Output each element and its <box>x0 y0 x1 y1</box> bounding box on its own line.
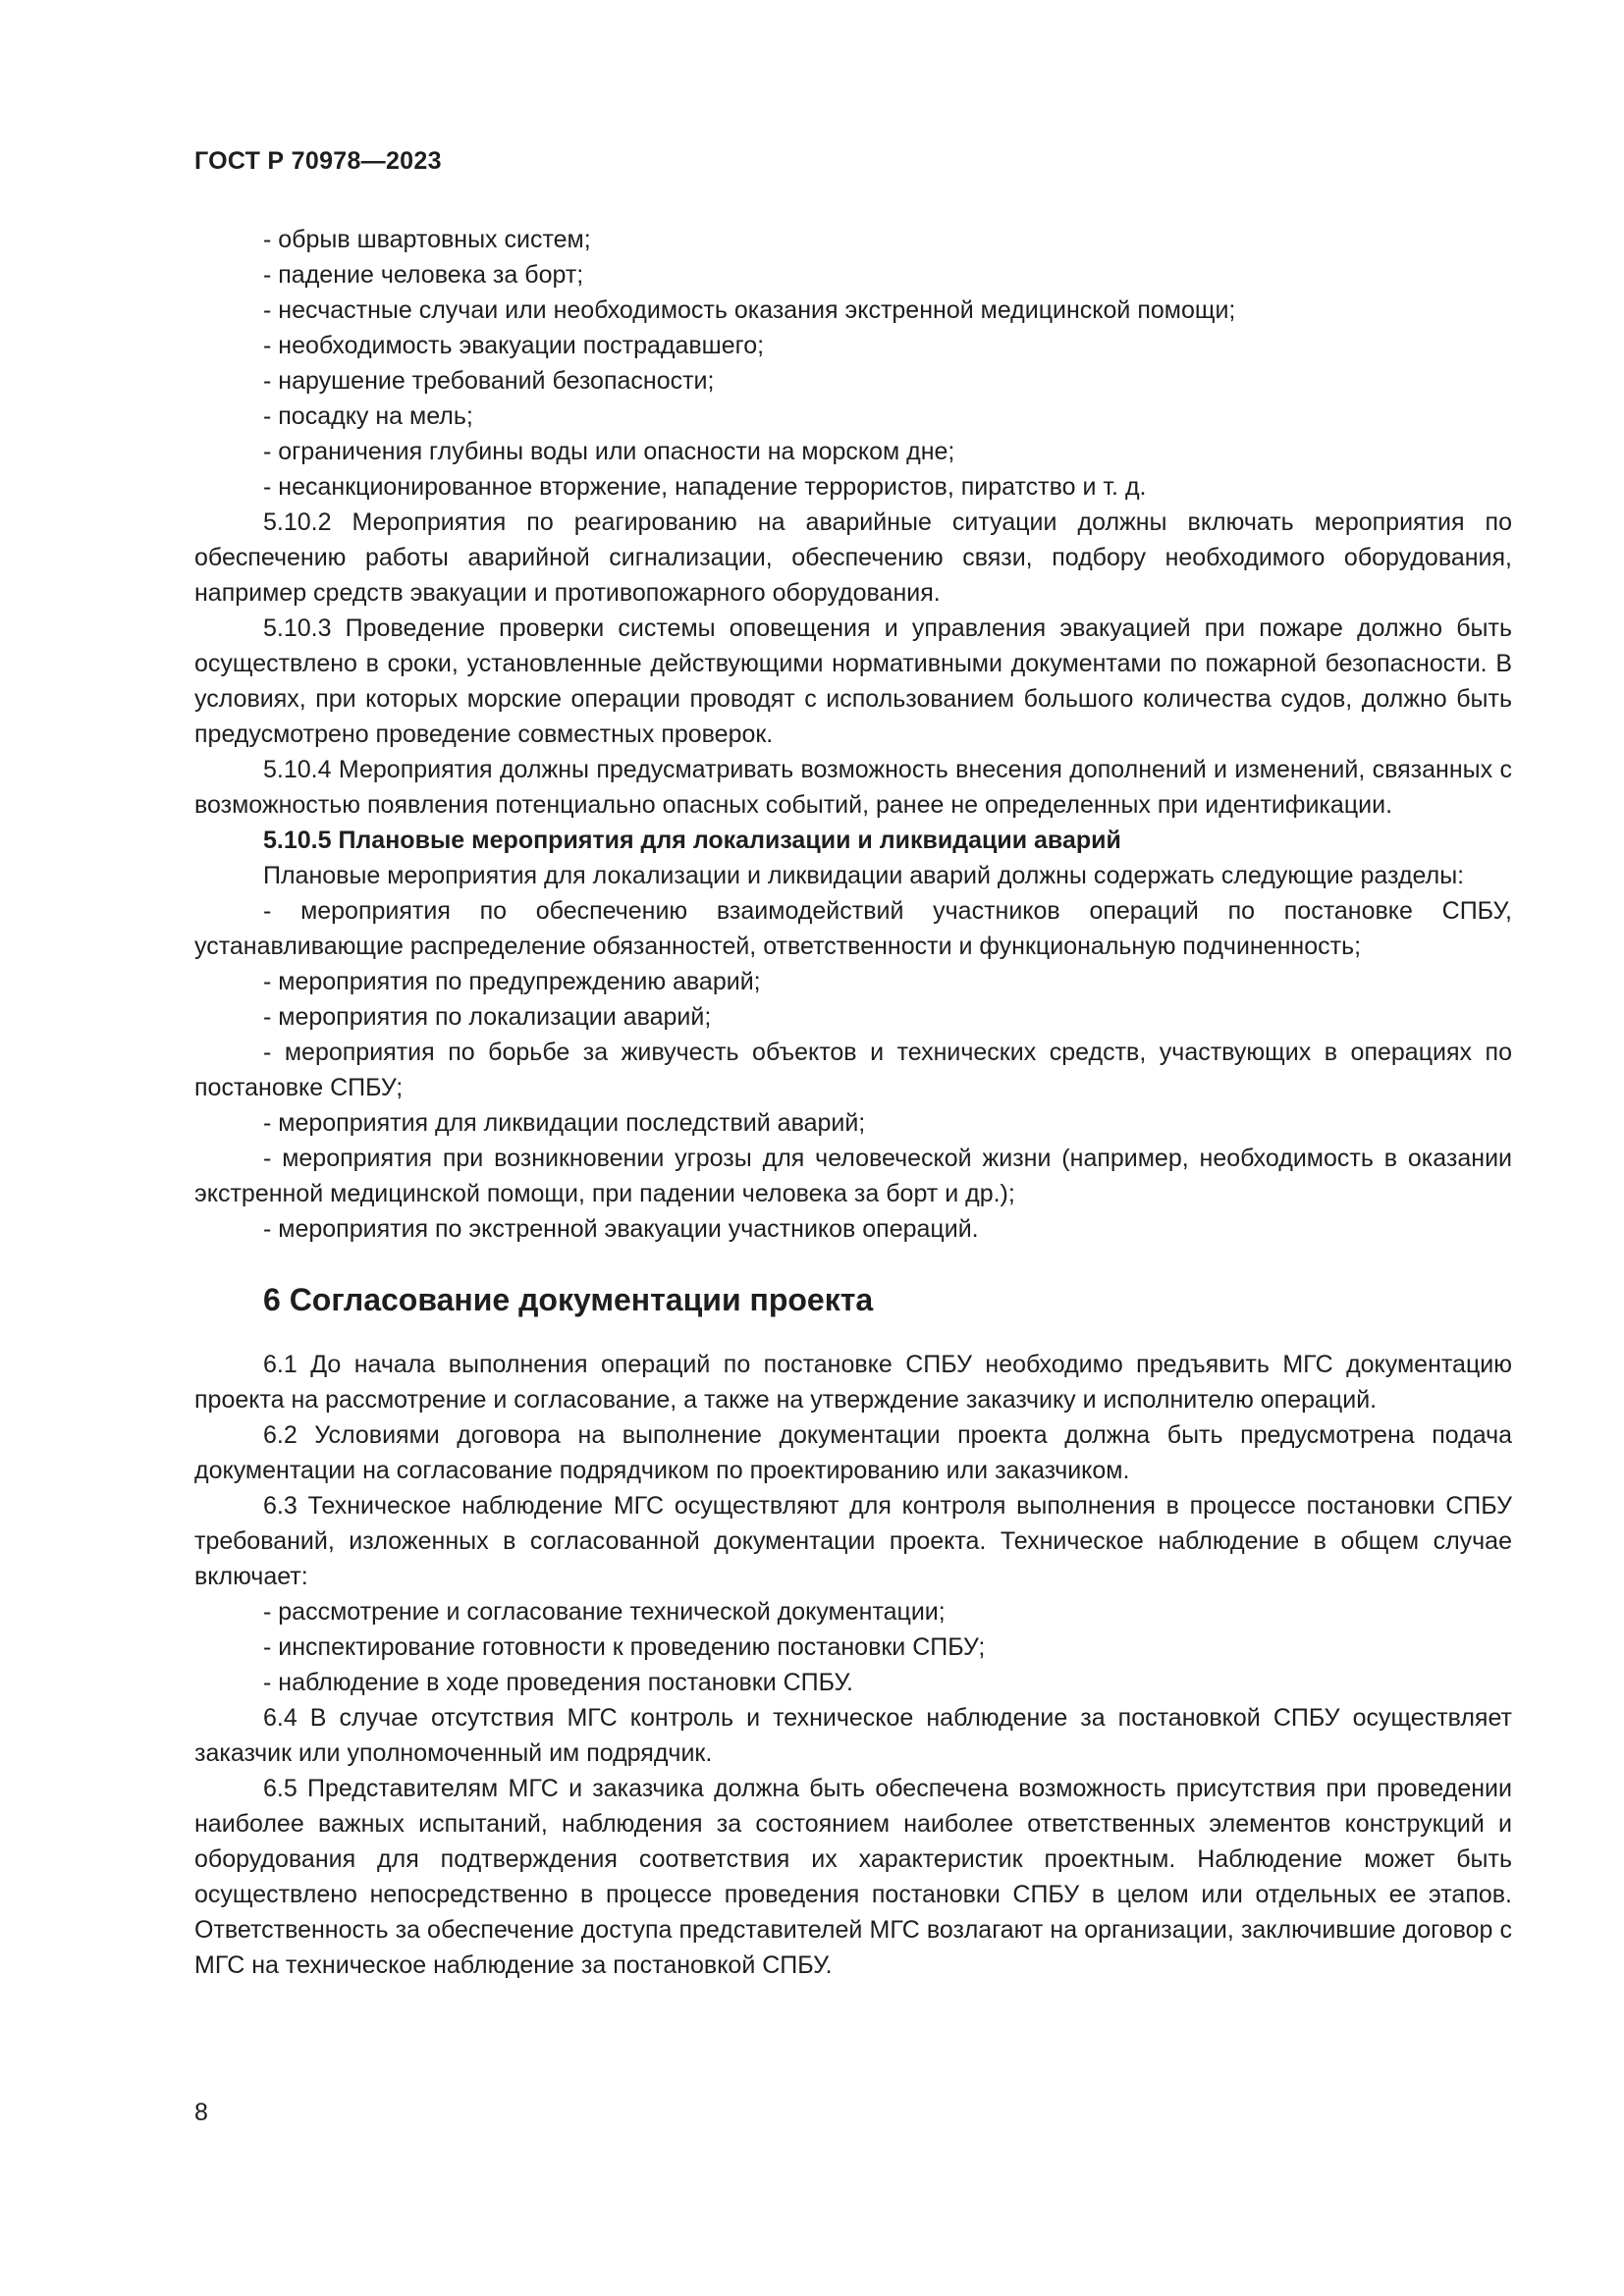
list-item: - мероприятия по предупреждению аварий; <box>263 968 761 995</box>
list-item: - мероприятия по экстренной эвакуации участников операций. <box>263 1215 979 1243</box>
list-item: - мероприятия по локализации аварий; <box>263 1003 712 1031</box>
list-item: - необходимость эвакуации пострадавшего; <box>263 332 765 359</box>
paragraph-6-5: 6.5 Представителям МГС и заказчика должна быть обеспечена возможность присутствия при проведении наиболее важных испытаний, наблюдения за состоянием наиболее ответственных элементов конструкций и оборудования для подтверждения соответствия их характеристик проектным. Наблюдение может быть осуществлено непосредственно в процессе проведения постановки СПБУ в целом или отдельных ее этапов. Ответственность за обеспечение доступа представителей МГС возлагают на организации, заключившие договор с МГС на техническое наблюдение за постановкой СПБУ. <box>194 1775 1512 1979</box>
paragraph-5-10-2: 5.10.2 Мероприятия по реагированию на аварийные ситуации должны включать мероприятия по обеспечению работы аварийной сигнализации, обеспечению связи, подбору необходимого оборудования, например средств эвакуации и противопожарного оборудования. <box>194 508 1512 607</box>
section-6-title: 6 Согласование документации проекта <box>263 1282 874 1317</box>
list-item: - посадку на мель; <box>263 402 473 430</box>
paragraph-6-1: 6.1 До начала выполнения операций по постановке СПБУ необходимо предъявить МГС документацию проекта на рассмотрение и согласование, а также на утверждение заказчику и исполнителю операций. <box>194 1351 1512 1414</box>
paragraph-5-10-5-intro: Плановые мероприятия для локализации и ликвидации аварий должны содержать следующие разделы: <box>263 862 1465 889</box>
list-item: - падение человека за борт; <box>263 261 584 289</box>
list-item: - мероприятия по обеспечению взаимодействий участников операций по постановке СПБУ, устанавливающие распределение обязанностей, ответственности и функциональную подчиненность; <box>194 897 1512 960</box>
paragraph-6-4: 6.4 В случае отсутствия МГС контроль и техническое наблюдение за постановкой СПБУ осуществляет заказчик или уполномоченный им подрядчик. <box>194 1704 1512 1767</box>
list-item: - мероприятия при возникновении угрозы для человеческой жизни (например, необходимость в оказании экстренной медицинской помощи, при падении человека за борт и др.); <box>194 1145 1512 1207</box>
paragraph-5-10-3: 5.10.3 Проведение проверки системы оповещения и управления эвакуацией при пожаре должно быть осуществлено в сроки, установленные действующими нормативными документами по пожарной безопасности. В условиях, при которых морские операции проводят с использованием большого количества судов, должно быть предусмотрено проведение совместных проверок. <box>194 614 1512 748</box>
list-item: - мероприятия по борьбе за живучесть объектов и технических средств, участвующих в операциях по постановке СПБУ; <box>194 1039 1512 1101</box>
paragraph-6-2: 6.2 Условиями договора на выполнение документации проекта должна быть предусмотрена подача документации на согласование подрядчиком по проектированию или заказчиком. <box>194 1421 1512 1484</box>
document-header: ГОСТ Р 70978—2023 <box>194 147 442 175</box>
paragraph-5-10-4: 5.10.4 Мероприятия должны предусматривать возможность внесения дополнений и изменений, связанных с возможностью появления потенциально опасных событий, ранее не определенных при идентификации. <box>194 756 1512 819</box>
list-item: - мероприятия для ликвидации последствий аварий; <box>263 1109 866 1137</box>
list-item: - наблюдение в ходе проведения постановки СПБУ. <box>263 1669 853 1696</box>
paragraph-6-3: 6.3 Техническое наблюдение МГС осуществляют для контроля выполнения в процессе постановки СПБУ требований, изложенных в согласованной документации проекта. Техническое наблюдение в общем случае включает: <box>194 1492 1512 1590</box>
list-item: - обрыв швартовных систем; <box>263 226 591 253</box>
page-number: 8 <box>194 2099 208 2126</box>
subsection-heading-5-10-5: 5.10.5 Плановые мероприятия для локализации и ликвидации аварий <box>263 827 1121 854</box>
list-item: - ограничения глубины воды или опасности на морском дне; <box>263 438 955 465</box>
list-item: - инспектирование готовности к проведению постановки СПБУ; <box>263 1633 986 1661</box>
list-item: - нарушение требований безопасности; <box>263 367 715 395</box>
page-body <box>194 222 1512 1983</box>
list-item: - рассмотрение и согласование технической документации; <box>263 1598 946 1626</box>
list-item: - несанкционированное вторжение, нападение террористов, пиратство и т. д. <box>263 473 1147 501</box>
list-item: - несчастные случаи или необходимость оказания экстренной медицинской помощи; <box>263 296 1236 324</box>
